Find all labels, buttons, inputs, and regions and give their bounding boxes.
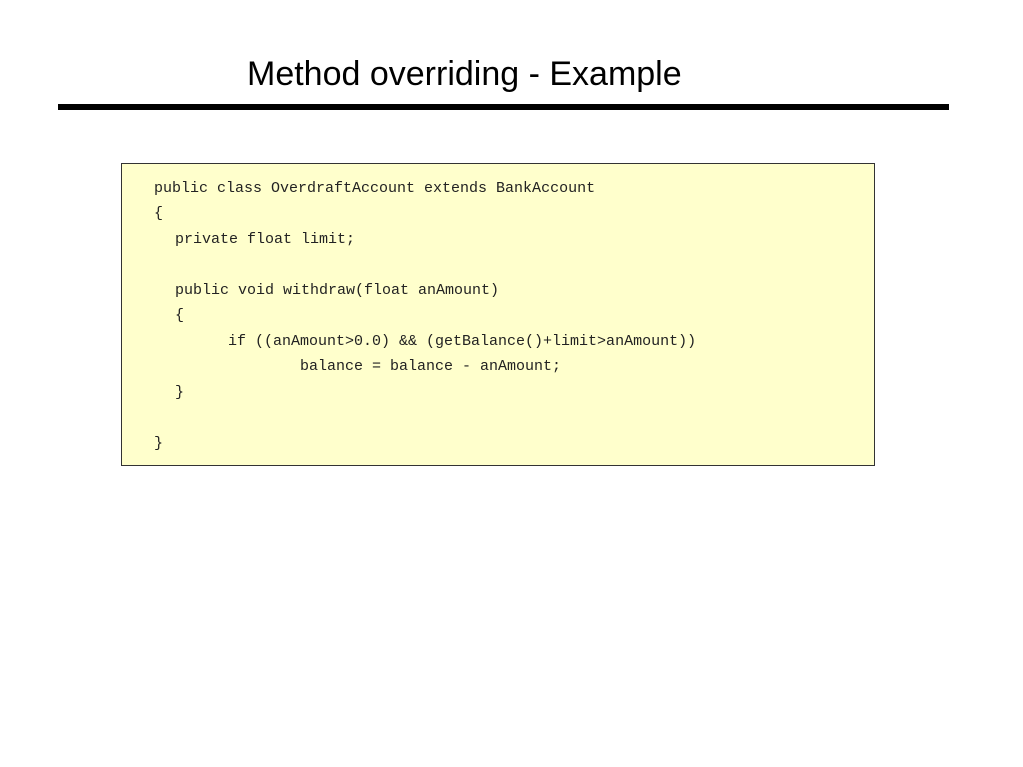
code-line-method-open-brace: { bbox=[175, 307, 185, 324]
code-block bbox=[121, 163, 875, 466]
title-underline bbox=[58, 104, 949, 110]
code-line-method-signature: public void withdraw(float anAmount) bbox=[175, 282, 500, 299]
code-line-class-close-brace: } bbox=[154, 435, 164, 452]
code-line-class-declaration: public class OverdraftAccount extends BankAccount bbox=[154, 180, 596, 197]
code-line-if-condition: if ((anAmount>0.0) && (getBalance()+limit>anAmount)) bbox=[228, 333, 697, 350]
code-line-field-declaration: private float limit; bbox=[175, 231, 356, 248]
code-line-method-close-brace: } bbox=[175, 384, 185, 401]
page-title: Method overriding - Example bbox=[247, 55, 682, 93]
code-line-class-open-brace: { bbox=[154, 205, 164, 222]
code-line-balance-assignment: balance = balance - anAmount; bbox=[300, 358, 562, 375]
